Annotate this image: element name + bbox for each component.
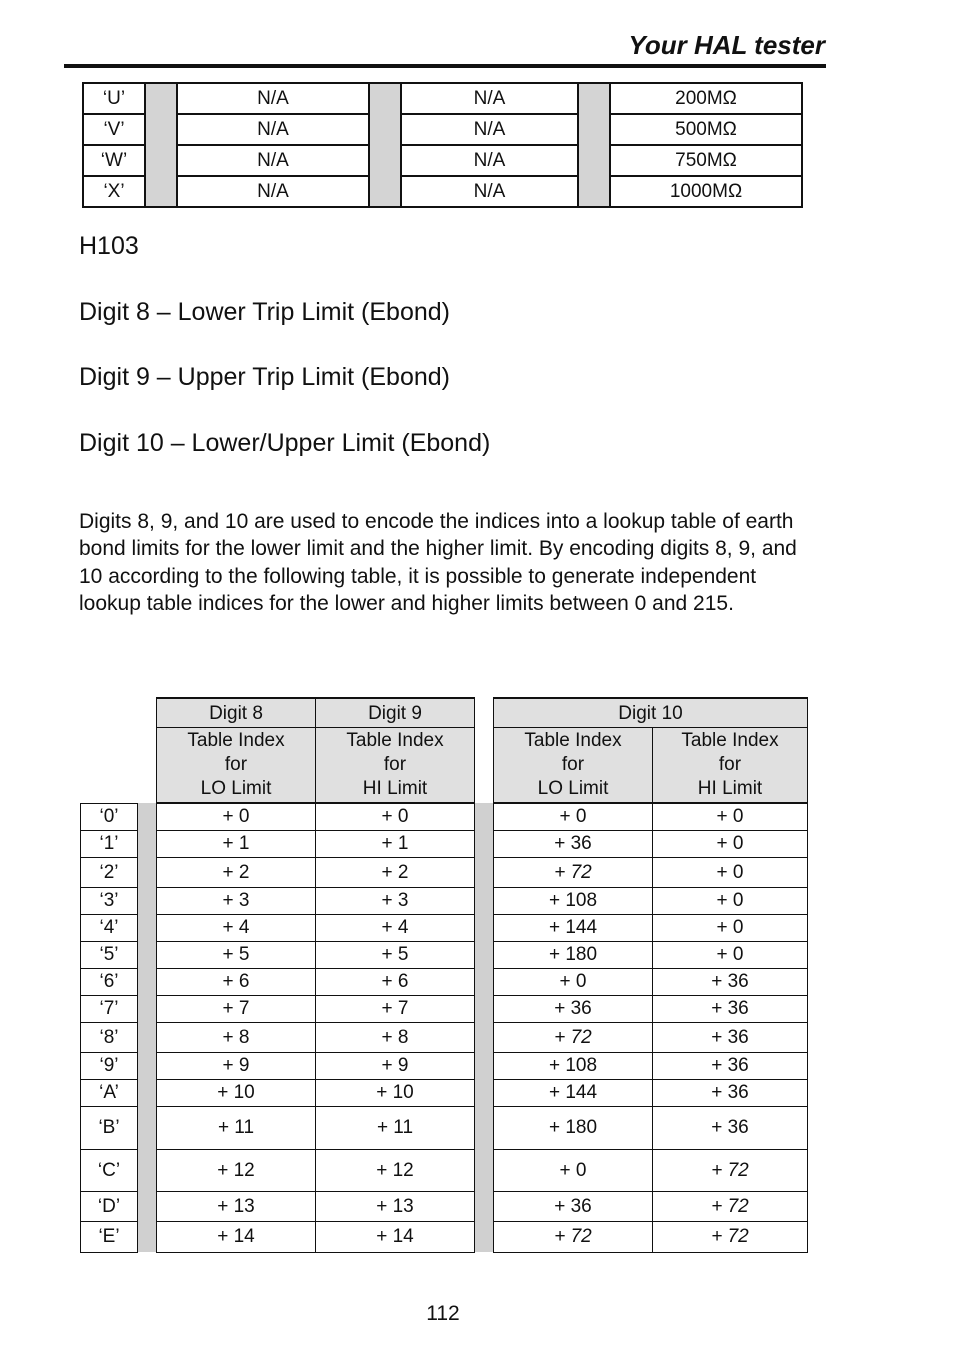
subheader-line: LO Limit [200, 778, 272, 799]
row-key: ‘3’ [81, 887, 138, 914]
shaded-spacer [475, 1221, 494, 1252]
table-row [81, 941, 808, 968]
shaded-spacer [475, 941, 494, 968]
cell-d10-lo: + 72 [494, 1221, 653, 1252]
shaded-spacer [578, 114, 610, 145]
cell-value: N/A [401, 176, 578, 207]
cell-d9: + 14 [316, 1221, 475, 1252]
subheader-line: for [718, 754, 742, 775]
row-key: ‘V’ [83, 114, 145, 145]
cell-d8: + 8 [157, 1022, 316, 1052]
cell-d10-lo: + 72 [494, 1022, 653, 1052]
cell-d9: + 7 [316, 995, 475, 1022]
subheader-line: for [561, 754, 585, 775]
cell-d9: + 4 [316, 914, 475, 941]
row-key: ‘7’ [81, 995, 138, 1022]
cell-value: N/A [401, 145, 578, 176]
table-row [83, 145, 802, 176]
subheader-d10-lo [494, 728, 653, 804]
shaded-spacer [145, 83, 177, 114]
row-key: ‘8’ [81, 1022, 138, 1052]
section-code: H103 [79, 232, 139, 260]
shaded-spacer [475, 914, 494, 941]
cell-d10-lo: + 108 [494, 1052, 653, 1079]
shaded-spacer [138, 995, 157, 1022]
shaded-spacer [369, 114, 401, 145]
shaded-spacer [475, 968, 494, 995]
cell-d10-lo: + 36 [494, 830, 653, 857]
subheader-line: Table Index [524, 730, 622, 751]
subheader-line: HI Limit [362, 778, 428, 799]
shaded-spacer [475, 1052, 494, 1079]
shaded-spacer [138, 1079, 157, 1106]
shaded-spacer [369, 176, 401, 207]
shaded-spacer [138, 914, 157, 941]
shaded-spacer [475, 1079, 494, 1106]
column-gap [475, 698, 494, 728]
cell-d8: + 0 [157, 803, 316, 830]
subheader-line: Table Index [681, 730, 779, 751]
cell-d9: + 12 [316, 1149, 475, 1191]
shaded-spacer [475, 803, 494, 830]
shaded-spacer [138, 1221, 157, 1252]
page-number: 112 [426, 1302, 460, 1325]
shaded-spacer [138, 968, 157, 995]
table-row [81, 1022, 808, 1052]
shaded-spacer [475, 1191, 494, 1221]
subheader-line: LO Limit [537, 778, 609, 799]
cell-d8: + 11 [157, 1106, 316, 1149]
empty-corner [138, 698, 157, 728]
cell-d8: + 7 [157, 995, 316, 1022]
cell-value: 750MΩ [610, 145, 802, 176]
empty-corner [138, 728, 157, 804]
row-key: ‘4’ [81, 914, 138, 941]
cell-d10-hi: + 72 [653, 1149, 808, 1191]
sub-header-row [81, 728, 808, 804]
empty-corner [81, 698, 138, 728]
cell-d9: + 5 [316, 941, 475, 968]
subheader-line: for [224, 754, 248, 775]
table-row [81, 1221, 808, 1252]
cell-value: 1000MΩ [610, 176, 802, 207]
table-row [81, 1106, 808, 1149]
table-row [81, 914, 808, 941]
cell-d10-hi: + 0 [653, 941, 808, 968]
shaded-spacer [138, 830, 157, 857]
subheader-line: HI Limit [697, 778, 763, 799]
row-key: ‘W’ [83, 145, 145, 176]
running-header-title: Your HAL tester [628, 30, 825, 60]
table-row [81, 803, 808, 830]
shaded-spacer [138, 1022, 157, 1052]
shaded-spacer [138, 941, 157, 968]
table-row [83, 176, 802, 207]
column-gap [475, 728, 494, 804]
cell-d8: + 9 [157, 1052, 316, 1079]
cell-d9: + 8 [316, 1022, 475, 1052]
cell-d8: + 13 [157, 1191, 316, 1221]
cell-d10-lo: + 0 [494, 968, 653, 995]
resistance-table-continued [82, 82, 803, 208]
row-key: ‘9’ [81, 1052, 138, 1079]
cell-d10-hi: + 0 [653, 914, 808, 941]
table-row [81, 968, 808, 995]
shaded-spacer [475, 1022, 494, 1052]
shaded-spacer [578, 83, 610, 114]
subheader-d8 [157, 728, 316, 804]
cell-d10-hi: + 0 [653, 830, 808, 857]
cell-d9: + 6 [316, 968, 475, 995]
cell-value: N/A [177, 145, 369, 176]
table-row [83, 114, 802, 145]
cell-value: N/A [177, 114, 369, 145]
row-key: ‘2’ [81, 857, 138, 887]
shaded-spacer [578, 145, 610, 176]
row-key: ‘5’ [81, 941, 138, 968]
cell-d8: + 6 [157, 968, 316, 995]
cell-d10-hi: + 36 [653, 1022, 808, 1052]
cell-d10-lo: + 180 [494, 1106, 653, 1149]
cell-d10-hi: + 36 [653, 995, 808, 1022]
row-key: ‘E’ [81, 1221, 138, 1252]
shaded-spacer [138, 857, 157, 887]
group-header-row [81, 698, 808, 728]
shaded-spacer [138, 1106, 157, 1149]
row-key: ‘B’ [81, 1106, 138, 1149]
cell-d9: + 13 [316, 1191, 475, 1221]
cell-d8: + 5 [157, 941, 316, 968]
cell-d9: + 3 [316, 887, 475, 914]
cell-d10-lo: + 108 [494, 887, 653, 914]
shaded-spacer [138, 803, 157, 830]
cell-d10-lo: + 0 [494, 803, 653, 830]
row-key: ‘X’ [83, 176, 145, 207]
shaded-spacer [145, 114, 177, 145]
row-key: ‘1’ [81, 830, 138, 857]
row-key: ‘0’ [81, 803, 138, 830]
shaded-spacer [578, 176, 610, 207]
row-key: ‘D’ [81, 1191, 138, 1221]
row-key: ‘C’ [81, 1149, 138, 1191]
cell-d8: + 12 [157, 1149, 316, 1191]
heading-digit-8: Digit 8 – Lower Trip Limit (Ebond) [79, 298, 450, 326]
table-row [81, 1191, 808, 1221]
cell-value: N/A [177, 83, 369, 114]
cell-d9: + 0 [316, 803, 475, 830]
cell-d9: + 10 [316, 1079, 475, 1106]
subheader-d9 [316, 728, 475, 804]
cell-d10-hi: + 72 [653, 1221, 808, 1252]
cell-d10-hi: + 72 [653, 1191, 808, 1221]
cell-d8: + 3 [157, 887, 316, 914]
description-paragraph: Digits 8, 9, and 10 are used to encode the indices into a lookup table of earth bond limits for the lower limit and the higher limit. By encoding digits 8, 9, and 10 according to the following table, it is possible to generate independent lookup table indices for the lower and higher limits between 0 and 215. [79, 510, 797, 615]
cell-d10-lo: + 0 [494, 1149, 653, 1191]
shaded-spacer [475, 887, 494, 914]
table-row [81, 857, 808, 887]
cell-d10-lo: + 36 [494, 995, 653, 1022]
header-rule [64, 64, 826, 68]
table-row [81, 1052, 808, 1079]
shaded-spacer [138, 887, 157, 914]
cell-d9: + 9 [316, 1052, 475, 1079]
shaded-spacer [138, 1052, 157, 1079]
cell-d10-hi: + 0 [653, 887, 808, 914]
shaded-spacer [475, 857, 494, 887]
cell-d10-hi: + 0 [653, 803, 808, 830]
table-row [81, 887, 808, 914]
row-key: ‘6’ [81, 968, 138, 995]
cell-value: 200MΩ [610, 83, 802, 114]
heading-digit-9: Digit 9 – Upper Trip Limit (Ebond) [79, 363, 450, 391]
cell-d10-hi: + 36 [653, 1052, 808, 1079]
shaded-spacer [369, 145, 401, 176]
cell-d10-lo: + 72 [494, 857, 653, 887]
cell-d8: + 4 [157, 914, 316, 941]
subheader-line: Table Index [346, 730, 444, 751]
cell-value: N/A [401, 83, 578, 114]
row-key: ‘U’ [83, 83, 145, 114]
table-row [81, 830, 808, 857]
shaded-spacer [475, 1106, 494, 1149]
table-row [81, 1149, 808, 1191]
cell-value: 500MΩ [610, 114, 802, 145]
empty-corner [81, 728, 138, 804]
cell-d8: + 10 [157, 1079, 316, 1106]
header-digit-9: Digit 9 [316, 698, 475, 728]
subheader-line: for [383, 754, 407, 775]
cell-d8: + 2 [157, 857, 316, 887]
shaded-spacer [138, 1149, 157, 1191]
table-row [83, 83, 802, 114]
cell-d10-lo: + 36 [494, 1191, 653, 1221]
shaded-spacer [145, 145, 177, 176]
cell-d9: + 2 [316, 857, 475, 887]
cell-d10-hi: + 36 [653, 968, 808, 995]
shaded-spacer [145, 176, 177, 207]
cell-d10-hi: + 0 [653, 857, 808, 887]
table-row [81, 1079, 808, 1106]
cell-d9: + 1 [316, 830, 475, 857]
cell-d10-lo: + 180 [494, 941, 653, 968]
table-row [81, 995, 808, 1022]
shaded-spacer [475, 1149, 494, 1191]
shaded-spacer [138, 1191, 157, 1221]
shaded-spacer [475, 830, 494, 857]
cell-value: N/A [177, 176, 369, 207]
cell-d10-lo: + 144 [494, 914, 653, 941]
shaded-spacer [475, 995, 494, 1022]
row-key: ‘A’ [81, 1079, 138, 1106]
header-digit-10: Digit 10 [494, 698, 808, 728]
cell-d10-hi: + 36 [653, 1079, 808, 1106]
cell-d10-hi: + 36 [653, 1106, 808, 1149]
cell-d8: + 1 [157, 830, 316, 857]
cell-value: N/A [401, 114, 578, 145]
subheader-d10-hi [653, 728, 808, 804]
cell-d10-lo: + 144 [494, 1079, 653, 1106]
heading-digit-10: Digit 10 – Lower/Upper Limit (Ebond) [79, 429, 491, 457]
subheader-line: Table Index [187, 730, 285, 751]
header-digit-8: Digit 8 [157, 698, 316, 728]
cell-d8: + 14 [157, 1221, 316, 1252]
shaded-spacer [369, 83, 401, 114]
cell-d9: + 11 [316, 1106, 475, 1149]
limits-encoding-table [80, 697, 808, 1253]
